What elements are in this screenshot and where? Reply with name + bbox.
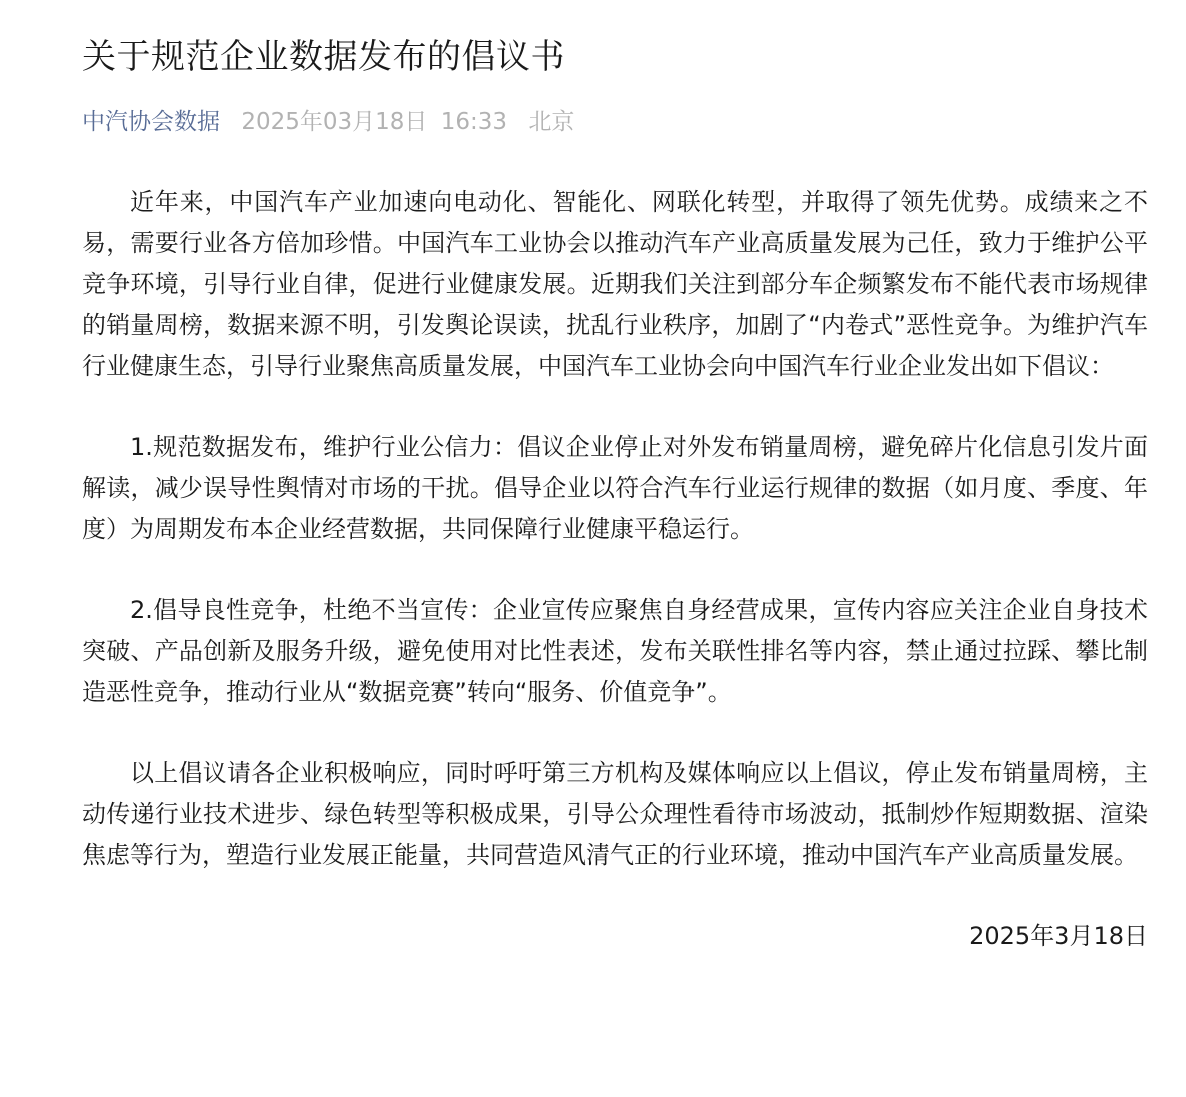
paragraph-intro: 近年来，中国汽车产业加速向电动化、智能化、网联化转型，并取得了领先优势。成绩来之不易，需要行业各方倍加珍惜。中国汽车工业协会以推动汽车产业高质量发展为己任，致力于维护公平竞争环境，引导行业自律，促进行业健康发展。近期我们关注到部分车企频繁发布不能代表市场规律的销量周榜，数据来源不明，引发舆论误读，扰乱行业秩序，加剧了“内卷式”恶性竞争。为维护汽车行业健康生态，引导行业聚焦高质量发展，中国汽车工业协会向中国汽车行业企业发出如下倡议： [82, 188, 1148, 380]
sign-date: 2025年3月18日 [969, 922, 1148, 950]
article-title: 关于规范企业数据发布的倡议书 [82, 37, 565, 77]
article-meta [82, 106, 1148, 138]
paragraph-point-2: 2.倡导良性竞争，杜绝不当宣传：企业宣传应聚焦自身经营成果，宣传内容应关注企业自身技术突破、产品创新及服务升级，避免使用对比性表述，发布关联性排名等内容，禁止通过拉踩、攀比制造恶性竞争，推动行业从“数据竞赛”转向“服务、价值竞争”。 [82, 596, 1148, 706]
author-link[interactable]: 中汽协会数据 [82, 109, 220, 135]
article-content [82, 182, 1148, 957]
publish-time: 16:33 [440, 109, 507, 135]
publish-location: 北京 [528, 109, 575, 135]
publish-date: 2025年03月18日 [241, 109, 428, 135]
paragraph-closing: 以上倡议请各企业积极响应，同时呼吁第三方机构及媒体响应以上倡议，停止发布销量周榜，主动传递行业技术进步、绿色转型等积极成果，引导公众理性看待市场波动，抵制炒作短期数据、渲染焦虑等行为，塑造行业发展正能量，共同营造风清气正的行业环境，推动中国汽车产业高质量发展。 [82, 759, 1148, 869]
article [82, 0, 1148, 957]
paragraph-point-1: 1.规范数据发布，维护行业公信力：倡议企业停止对外发布销量周榜，避免碎片化信息引发片面解读，减少误导性舆情对市场的干扰。倡导企业以符合汽车行业运行规律的数据（如月度、季度、年度）为周期发布本企业经营数据，共同保障行业健康平稳运行。 [82, 433, 1148, 543]
